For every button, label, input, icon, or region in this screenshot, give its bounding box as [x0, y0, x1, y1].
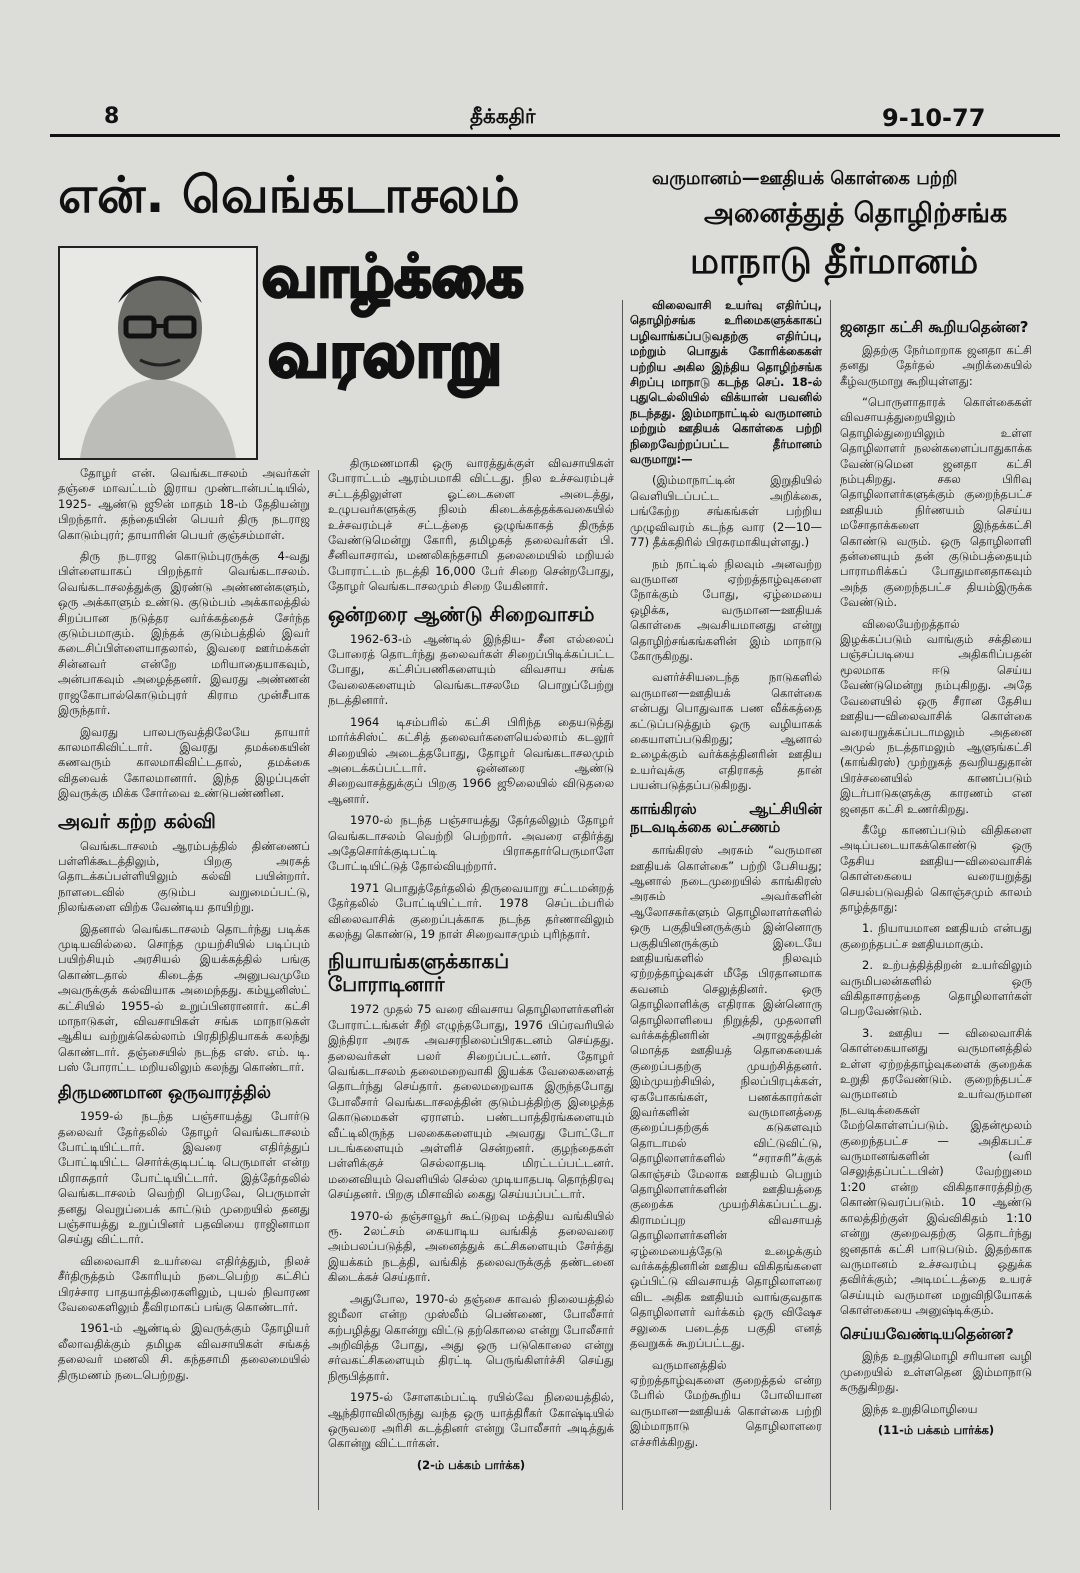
paragraph: காங்கிரஸ் அரசும் “வருமான ஊதியக் கொள்கை” பற்றி பேசியது; ஆனால் நடைமுறையில் காங்கிரஸ் அரசும் அவர்களின் ஆலோசகர்களும் தொழிலாளர்களில் ஒரு பகுதியினருக்கும் இன்னொரு பகுதியினருக்கும் இடையே ஊதியங்களில் நிலவும் ஏற்றத்தாழ்வுகள் மீதே பிரதானமாக கவனம் செலுத்தினர். ஒரு தொழிலாளிக்கு எதிராக இன்னொரு தொழிலாளியை நிறுத்தி, முதலாளி வர்க்கத்தினரின் அராஜகத்தின் மொத்த ஊதியத் தொகையைக் குறைப்பதற்கு முயற்சித்தனர். இம்முயற்சியில், நிலப்பிரபுக்கள், ஏகபோகங்கள், பணக்காரர்கள் இவர்களின் வருமானத்தை குறைப்பதற்குக் கடுகளவும் தொடாமல் விட்டுவிட்டு, தொழிலாளர்களில் “சராசரி”க்குக் கொஞ்சம் மேலாக ஊதியம் பெறும் தொழிலாளர்களின் ஊதியத்தை குறைக்க முயற்சிக்கப்பட்டது. கிராமப்புற விவசாயத் தொழிலாளர்களின் ஏழ்மையைத்தேடு உழைக்கும் வர்க்கத்தினரின் ஊதிய விகிதங்களை ஒப்பிட்டு விவசாயத் தொழிலாளரை விட அதிக ஊதியம் வாங்குவதாக தொழிலாளர் வர்க்கம் ஒரு விஷேச சலுகை படைத்த பகுதி எனத் தவறுகக் கூறப்பட்டது. [630, 843, 822, 1351]
list-item: 2. உற்பத்தித்திறன் உயர்விலும் வருமிபலன்களில் ஒரு விகிதாசாரத்தை தொழிலாளர்கள் பெறவேண்டும். [840, 958, 1032, 1019]
subheading: நியாயங்களுக்காகப் போராடினார் [328, 949, 510, 997]
column-divider [318, 470, 319, 1510]
portrait-icon [60, 248, 256, 458]
subheading: ஜனதா கட்சி கூறியதென்ன? [840, 318, 1029, 336]
paragraph: வளர்ச்சியடைந்த நாடுகளில் வருமான—ஊதியக் கொள்கை என்பது பொதுவாக பண வீக்கத்தை கட்டுப்படுத்தும் ஒரு வழியாகக் கையாளப்படுகிறது; ஆனால் உழைக்கும் வர்க்கத்தினரின் ஊதிய உயர்வுக்கு எதிராகத் தான் பயன்படுத்தப்படுகிறது. [630, 670, 822, 793]
paragraph: வருமானத்தில் ஏற்றத்தாழ்வுகளை குறைத்தல் என்ற பேரில் மேற்கூறிய போலியான வருமான—ஊதியக் கொள்கை பற்றி இம்மாநாடு தொழிலாளரை எச்சரிக்கிறது. [630, 1357, 822, 1449]
column-divider [830, 300, 831, 1510]
list-item: 1. நியாயமான ஊதியம் என்பது குறைந்தபட்ச ஊதியமாகும். [840, 921, 1032, 951]
paragraph: இவரது பாலபருவத்திலேயே தாயார் காலமாகிவிட்டார். இவரது தமக்கையின் கணவரும் காலமாகிவிட்டதால், தமக்கை விதவைக் கோலமானார். இந்த இழப்புகள் இவருக்கு மிக்க சோர்வை உண்டுபண்ணின. [58, 724, 310, 801]
right-article-col3 [630, 298, 822, 1526]
column-divider [622, 300, 623, 1510]
paragraph: இந்த உறுதிமொழி சரியான வழி முறையில் உள்ளதென இம்மாநாடு கருதுகிறது. [840, 1349, 1032, 1395]
paragraph: 1971 பொதுத்தேர்தலில் திருவையாறு சட்டமன்றத் தேர்தலில் போட்டியிட்டார். 1978 செப்டம்பரில் விலைவாசிக் குறைப்புக்காக நடந்த தர்ணாவிலும் கலந்து கொண்டு, 19 நாள் சிறைவாசமும் புரிந்தார். [328, 880, 614, 941]
left-article-col1 [58, 466, 310, 1526]
continued-note: (11-ம் பக்கம் பார்க்க) [877, 1422, 995, 1437]
subheading: திருமணமான ஒருவாரத்தில் [58, 1082, 272, 1103]
paragraph: 1970-ல் நடந்த பஞ்சாயத்து தேர்தலிலும் தோழர் வெங்கடாசலம் வெற்றி பெற்றார். அவரை எதிர்த்து அதேசொர்க்குடிபட்டி பிராசுதார்பெருமாளே போட்டியிட்டுத் தோல்வியுற்றார். [328, 813, 614, 874]
paragraph: தோழர் என். வெங்கடாசலம் அவர்கள் தஞ்சை மாவட்டம் இராய முண்டான்பட்டியில், 1925- ஆண்டு ஜூன் மாதம் 18-ம் தேதியன்று பிறந்தார். தந்தையின் பெயர் திரு நடராஜ கொடும்புரர்; தாயாரின் பெயர் குஞ்சம்மாள். [58, 466, 310, 542]
subheading: காங்கிரஸ் ஆட்சியின் நடவடிக்கை லட்சணம் [630, 799, 822, 837]
paragraph: நம் நாட்டில் நிலவும் அனவற்ற வருமான ஏற்றத்தாழ்வுகளை நோக்கும் போது, ஏழ்மையை ஒழிக்க, வருமான—ஊதியக் கொள்கை அவசியமானது என்று தொழிற்சங்கங்களின் இம் மாநாடு கோருகிறது. [630, 556, 822, 663]
right-headline-line2: மாநாடு தீர்மானம் [690, 241, 979, 282]
paragraph: விலைவாசி உயர்வை எதிர்த்தும், நிலச் சீர்திருத்தம் கோரியும் நடைபெற்ற கட்சிப் பிரச்சார பாதயாத்திரைகளிலும், புயல் நிவாரண வேலைகளிலும் தீவிரமாகப் பங்கு கொண்டார். [58, 1253, 310, 1315]
paragraph: இந்த உறுதிமொழியை [862, 1401, 978, 1416]
paragraph: கீழே காணப்படும் விதிகளை அடிப்படையாகக்கொண்டு ஒரு தேசிய ஊதிய—விலைவாசிக் கொள்கையை வரையறுத்து செயல்படுவதில் கொஞ்சமும் காலம் தாழ்த்தாது: [840, 822, 1032, 914]
left-headline-line2: வாழ்க்கை [262, 242, 524, 310]
right-headline-line1: அனைத்துத் தொழிற்சங்க [704, 198, 1008, 229]
right-kicker: வருமானம்—ஊதியக் கொள்கை பற்றி [652, 168, 958, 189]
issue-date: 9-10-77 [882, 104, 986, 132]
paragraph: இதனால் வெங்கடாசலம் தொடர்ந்து படிக்க முடியவில்லை. சொந்த முயற்சியில் படிப்பும் பயிற்சியும் அரசியல் இயக்கத்தில் பங்கு கொண்டதால் கிடைத்த அனுபவமுமே அவருக்குக் கல்வியாக அமைந்தது. கம்யூனிஸ்ட் கட்சியில் 1955-ல் உறுப்பினரானார். கட்சி மாநாடுகள், விவசாயிகள் சங்க மாநாடுகள் ஆகிய வற்றுக்கெல்லாம் பிரதிநிதியாகக் கலந்து கொண்டார். தஞ்சையில் நடந்த எஸ். எம். டி. பஸ் போராட்ட மறியலிலும் கலந்து கொண்டார். [58, 921, 310, 1075]
paragraph: வெங்கடாசலம் ஆரம்பத்தில் திண்ணைப் பள்ளிக்கூடத்திலும், பிறகு அரசுத் தொடக்கப்பள்ளியிலும் கல்வி பயின்றார். நாளடைவில் குடும்ப வறுமைப்பட்டு, நிலங்களை விற்க வேண்டிய தாயிற்று. [58, 838, 310, 915]
subheading: ஒன்றரை ஆண்டு சிறைவாசம் [328, 601, 595, 626]
left-headline-line3: வரலாறு [268, 318, 503, 392]
paragraph: விலையேற்றத்தால் இழக்கப்படும் வாங்கும் சக்தியை பஞ்சப்படியை அதிகரிப்பதன் மூலமாக ஈடு செய்ய வேண்டுமென்று நம்புகிறது. அதே வேளையில் ஒரு சீரான தேசிய ஊதிய—விலைவாசிக் கொள்கை வரையறுக்கப்படாமலும் அதனை அமுல் நடத்தாமலும் ஆளுங்கட்சி (காங்கிரஸ்) முற்றுகத் தவறியதுதான் பிரச்சனையில் காணப்படும் இடர்பாடுகளுக்கு காரணம் என ஜனதா கட்சி உணர்கிறது. [840, 616, 1032, 816]
paragraph: 1962-63-ம் ஆண்டில் இந்திய- சீன எல்லைப் போரைத் தொடர்ந்து தலைவர்கள் சிறைப்பிடிக்கப்பட்ட போது, கட்சிப்பணிகளையும் விவசாய சங்க வேலைகளையும் வெங்கடாசலமே பொறுப்பேற்று நடத்தினார். [328, 631, 614, 708]
paragraph: 1964 டிசம்பரில் கட்சி பிரிந்த தையடுத்து மார்க்சிஸ்ட் கட்சித் தலைவர்களையெல்லாம் கடலூர் சிறையில் அடைத்தபோது, தோழர் வெங்கடாசலமும் அடைக்கப்பட்டார். ஒன்னரை ஆண்டு சிறைவாசத்துக்குப் பிறகு 1966 ஜூலையில் விடுதலை ஆனார். [328, 714, 614, 806]
paragraph: 1970-ல் தஞ்சாவூர் கூட்டுறவு மத்திய வங்கியில் ரூ. 2லட்சம் கையாடிய வங்கித் தலைவரை அம்பலப்படுத்தி, அனைத்துக் கட்சிகளையும் சேர்த்து இயக்கம் நடத்தி, வங்கித் தலைவருக்குத் தண்டனை கிடைக்கச் செய்தார். [328, 1208, 614, 1285]
header-rule [50, 134, 1060, 137]
continued-note: (2-ம் பக்கம் பார்க்க) [416, 1457, 526, 1472]
page-number: 8 [104, 104, 120, 129]
paragraph: 1975-ல் சோளகம்பட்டி ரயில்வே நிலையத்தில், ஆந்திராவிலிருந்து வந்த ஒரு யாத்திரீகர் கோஷ்டியில் ஒருவரை அரிசி கடத்தினர் என்று போலீசார் அடித்துக் கொன்று விட்டார்கள். [328, 1390, 614, 1451]
left-article-col2 [328, 456, 614, 1526]
quote: “பொருளாதாரக் கொள்கைகள் விவசாயத்துறையிலும் தொழில்துறையிலும் உள்ள தொழிலாளர் நலன்களைப்பாதுகாக்க வேண்டுமென ஜனதா கட்சி நம்புகிறது. சகல பிரிவு தொழிலாளர்களுக்கும் குறைந்தபட்ச ஊதியம் நிர்ணயம் செய்ய மசோதாக்களை இந்தக்கட்சி கொண்டு வரும். ஒரு தொழிலாளி தன்னையும் தன் குடும்பத்தையும் பாராமரிக்கப் போதுமானதாகவும் அந்த குறைந்தபட்ச தியம்இருக்க வேண்டும். [840, 394, 1032, 610]
masthead: தீக்கதிர் [470, 104, 536, 128]
portrait-photo [58, 246, 258, 460]
editor-note: (இம்மாநாட்டின் இறுதியில் வெளியிடப்பட்ட அறிக்கை, பங்கேற்ற சங்கங்கள் பற்றிய முழுவிவரம் கடந்த வார (2—10—77) தீக்கதிரில் பிரசுரமாகியுள்ளது.) [630, 473, 822, 550]
list-item: 3. ஊதிய — விலைவாசிக் கொள்கையானது வருமானத்தில் உள்ள ஏற்றத்தாழ்வுகளைக் குறைக்க உறுதி தரவேண்டும். குறைந்தபட்ச வருமானம் உயர்வருமான நடவடிக்கைகள் மேற்கொள்ளப்படும். இதன்மூலம் குறைந்தபட்ச — அதிகபட்ச வருமானங்களின் (வரி செலுத்தப்பட்டபின்) வேற்றுமை 1:20 என்ற விகிதாசாரத்திற்கு கொண்டுவரப்படும். 10 ஆண்டு காலத்திற்குள் இவ்விகிதம் 1:10 என்று குறைவதற்கு தொடர்ந்து ஜனதாக் கட்சி பாடுபடும். இதற்காக வருமானம் உச்சவரம்பு ஒதுக்க தவிர்க்கும்; அடிமட்டத்தை உயரச் செய்யும் வருமான மறுவிநியோகக் கொள்கையை அனுஷ்டிக்கும். [840, 1025, 1032, 1318]
left-headline-line1: என். வெங்கடாசலம் [58, 166, 520, 224]
paragraph: திருமணமாகி ஒரு வாரத்துக்குள் விவசாயிகள் போராட்டம் ஆரம்பமாகி விட்டது. நில உச்சவரம்புச் சட்டத்திலுள்ள ஓட்டைகளை அடைத்து, உழுபவர்களுக்கு நிலம் கிடைக்கத்தக்கவகையில் உச்சவரம்புச் சட்டத்தை ஒழுங்காகத் திருத்த வேண்டுமென்று கோரி, தமிழகத் தலைவர்கள் பி. சீனிவாசராவ், மணலிகந்தசாமி தலைமையில் மறியல் போராட்டம் நடத்தி 16,000 பேர் சிறை சென்றபோது, தோழர் வெங்கடாசலமும் சிறை யேகினார். [328, 456, 614, 594]
paragraph: விலைவாசி உயர்வு எதிர்ப்பு, தொழிற்சங்க உரிமைகளுக்காகப் பழிவாங்கப்படுவதற்கு எதிர்ப்பு, மற்றும் பொதுக் கோரிக்கைகள் பற்றிய அகில இந்திய தொழிற்சங்க சிறப்பு மாநாடு கடந்த செப். 18-ல் புதுடெல்லியில் விக்யான் பவனில் நடந்தது. இம்மாநாட்டில் வருமானம் மற்றும் ஊதியக் கொள்கை பற்றி நிறைவேற்றப்பட்ட தீர்மானம் வருமாறு:— [630, 298, 822, 467]
paragraph: 1959-ல் நடந்த பஞ்சாயத்து போர்டு தலைவர் தேர்தலில் தோழர் வெங்கடாசலம் போட்டியிட்டார். இவரை எதிர்த்துப் போட்டியிட்ட சொர்க்குடிபட்டி பெருமாள் என்ற மிராசுதார் போட்டியிட்டார். இத்தேர்தலில் வெங்கடாசலம் வெற்றி பெறவே, பெருமாள் தனது வெறுப்பைக் காட்டும் முறையில் தனது பஞ்சாயத்து உறுப்பினர் பதவியை ராஜினாமா செய்து விட்டார். [58, 1109, 310, 1247]
paragraph: இதற்கு நேர்மாறாக ஜனதா கட்சி தனது தேர்தல் அறிக்கையில் கீழ்வருமாறு கூறியுள்ளது: [840, 342, 1032, 388]
paragraph: 1972 முதல் 75 வரை விவசாய தொழிலாளர்களின் போராட்டங்கள் சீறி எழுந்தபோது, 1976 பிப்ரவரியில் இந்திரா அரசு அவசரநிலைப்பிரகடனம் செய்தது. தலைவர்கள் பலர் சிறைப்பட்டனர். தோழர் வெங்கடாசலம் தலைமறைவாகி இயக்க வேலைகளைத் தொடர்ந்து செய்தார். தலைமறைவாக இருந்தபோது போலீசார் வெங்கடாசலத்தின் குடும்பத்திற்கு இழைத்த கொடுமைகள் ஏராளம். பண்டபாத்திரங்களையும் வீட்டிலிருந்த பலகைகளையும் அவரது போட்டோ படங்களையும் அள்ளிச் சென்றனர். குழந்தைகள் பள்ளிக்குச் செல்லாதபடி மிரட்டப்பட்டனர். மனைவியும் வெளியில் செல்ல முடியாதபடி தொந்திரவு செய்தனர். பிறகு மிசாவில் கைது செய்யப்பட்டார். [328, 1002, 614, 1202]
subheading: செய்யவேண்டியதென்ன? [840, 1324, 1014, 1343]
right-article-col4 [840, 312, 1032, 1526]
subheading: அவர் கற்ற கல்வி [58, 808, 216, 833]
paragraph: அதுபோல, 1970-ல் தஞ்சை காவல் நிலையத்தில் ஜமீலா என்ற முஸ்லீம் பெண்ணை, போலீசார் கற்பழித்து கொன்று விட்டு தற்கொலை என்று போலீசார் அறிவித்த போது, அது ஒரு படுகொலை என்று சர்வகட்சிகளையும் திரட்டி பெருங்கிளர்ச்சி செய்து நிரூபித்தார். [328, 1291, 614, 1383]
paragraph: திரு நடராஜ கொடும்புரருக்கு 4-வது பிள்ளையாகப் பிறந்தார் வெங்கடாசலம். வெங்கடாசலத்துக்கு இரண்டு அண்ணன்களும், ஒரு அக்காளும் உண்டு. குடும்பம் அக்காலத்தில் சிறப்பான நடுத்தர வர்க்கத்தைச் சேர்ந்த குடும்பமாகும். இந்தக் குடும்பத்தில் இவர் கடைசிப்பிள்ளையாதலால், இவரை ஊர்மக்கள் சின்னவர் என்றே மரியாதையாகவும், அன்பாகவும் அழைத்தனர். இவரது அண்ணன் ராஜகோபால்கொடும்புரர் கிராம முன்சீபாக இருந்தார். [58, 549, 310, 718]
paragraph: 1961-ம் ஆண்டில் இவருக்கும் தோழியர் லீலாவதிக்கும் தமிழக விவசாயிகள் சங்கத் தலைவர் மணலி சி. கந்தசாமி தலைமையில் திருமணம் நடைபெற்றது. [58, 1321, 310, 1382]
